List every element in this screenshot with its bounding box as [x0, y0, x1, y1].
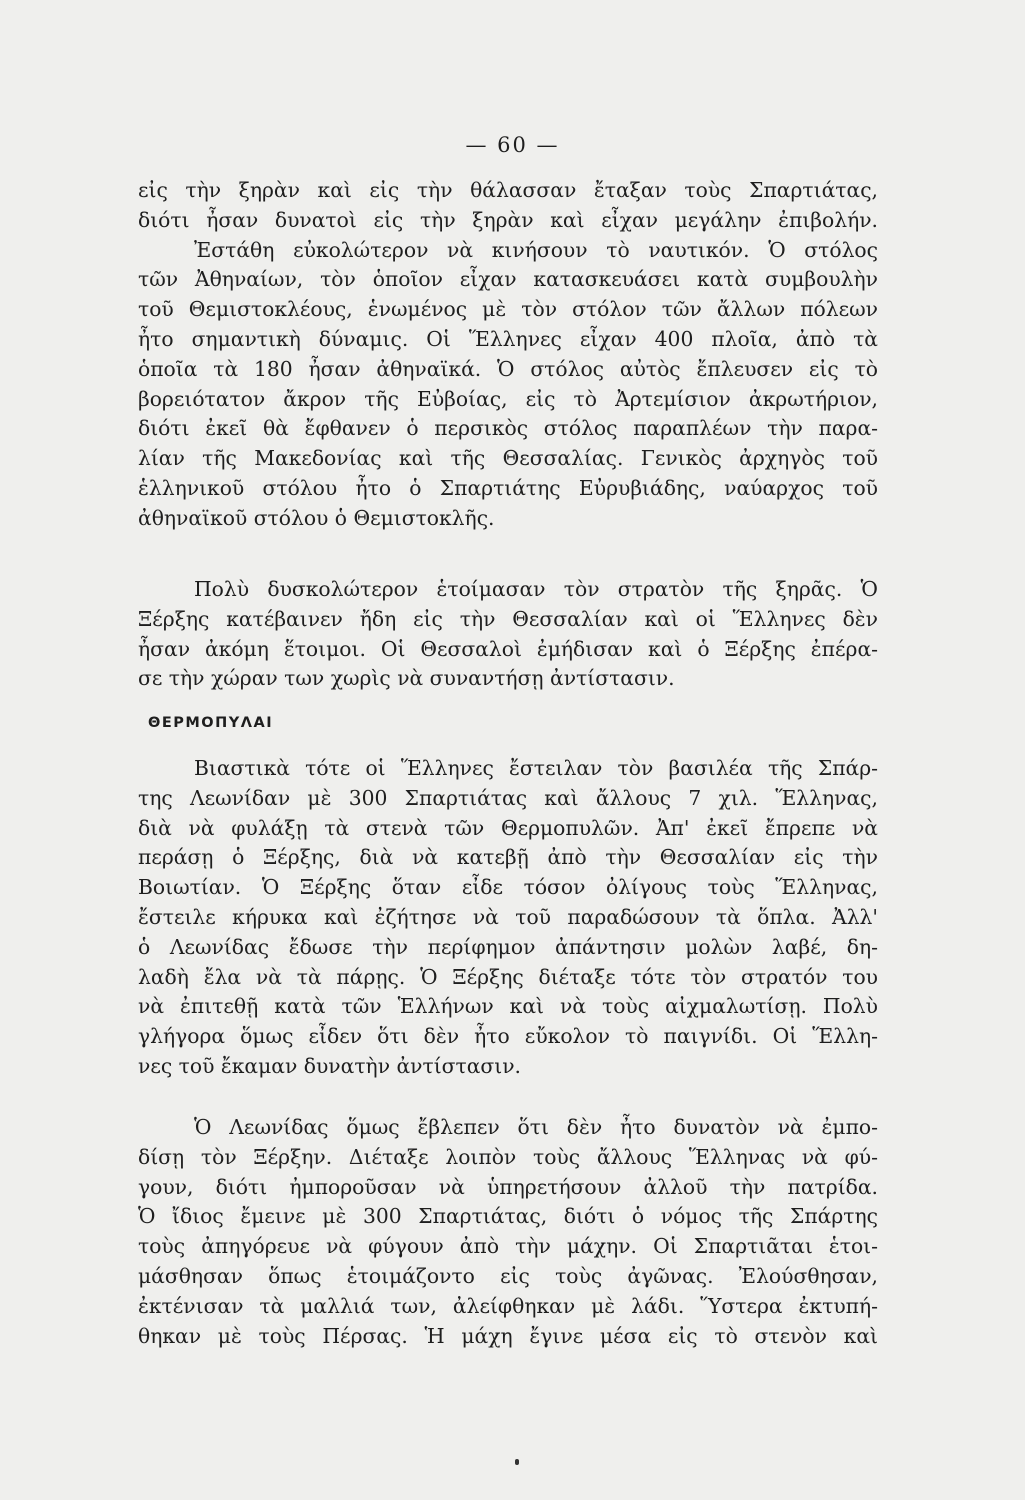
- text-line: ἦσαν ἀκόμη ἕτοιμοι. Οἱ Θεσσαλοὶ ἐμήδισαν καὶ ὁ Ξέρξης ἐπέρα-: [138, 636, 878, 661]
- text-line: Ὁ Λεωνίδας ὅμως ἔβλεπεν ὅτι δὲν ἦτο δυνατὸν νὰ ἐμπο-: [194, 1115, 878, 1139]
- paragraph-fleet: [138, 176, 878, 534]
- text-line: ἦτο σημαντικὴ δύναμις. Οἱ Ἕλληνες εἶχαν 400 πλοῖα, ἀπὸ τὰ: [138, 326, 878, 351]
- text-line: Βιαστικὰ τότε οἱ Ἕλληνες ἔστειλαν τὸν βασιλέα τῆς Σπάρ-: [194, 756, 878, 780]
- text-line: ἀθηναϊκοῦ στόλου ὁ Θεμιστοκλῆς.: [138, 505, 495, 530]
- paragraph-leonidas: [138, 754, 878, 1082]
- text-line: τοῦ Θεμιστοκλέους, ἑνωμένος μὲ τὸν στόλον τῶν ἄλλων πόλεων: [138, 297, 878, 322]
- paragraph-land-army: [138, 575, 878, 694]
- text-line: ὁ Λεωνίδας ἔδωσε τὴν περίφημον ἀπάντησιν μολὼν λαβέ, δη-: [138, 934, 878, 959]
- text-line: ἐκτένισαν τὰ μαλλιά των, ἀλείφθηκαν μὲ λάδι. Ὕστερα ἐκτυπή-: [138, 1293, 878, 1318]
- text-line: διὰ νὰ φυλάξῃ τὰ στενὰ τῶν Θερμοπυλῶν. Ἀπ' ἐκεῖ ἔπρεπε νὰ: [138, 815, 878, 840]
- text-line: λαδὴ ἔλα νὰ τὰ πάρῃς. Ὁ Ξέρξης διέταξε τότε τὸν στρατόν του: [138, 964, 878, 989]
- text-line: τοὺς ἀπηγόρευε νὰ φύγουν ἀπὸ τὴν μάχην. Οἱ Σπαρτιᾶται ἑτοι-: [138, 1234, 878, 1259]
- text-line: Ἐστάθη εὐκολώτερον νὰ κινήσουν τὸ ναυτικόν. Ὁ στόλος: [194, 237, 878, 262]
- text-line: θηκαν μὲ τοὺς Πέρσας. Ἡ μάχη ἔγινε μέσα εἰς τὸ στενὸν καὶ: [138, 1323, 878, 1348]
- text-line: βορειότατον ἄκρον τῆς Εὐβοίας, εἰς τὸ Ἀρτεμίσιον ἀκρωτήριον,: [138, 386, 878, 411]
- text-line: Ξέρξης κατέβαινεν ἤδη εἰς τὴν Θεσσαλίαν καὶ οἱ Ἕλληνες δὲν: [138, 606, 878, 631]
- text-line: διότι ἦσαν δυνατοὶ εἰς τὴν ξηρὰν καὶ εἶχαν μεγάλην ἐπιβολήν.: [138, 207, 878, 232]
- text-line: διότι ἐκεῖ θὰ ἔφθανεν ὁ περσικὸς στόλος παραπλέων τὴν παρα-: [138, 416, 878, 441]
- text-line: ἔστειλε κήρυκα καὶ ἐζήτησε νὰ τοῦ παραδώσουν τὰ ὅπλα. Ἀλλ': [138, 904, 878, 929]
- text-line: Βοιωτίαν. Ὁ Ξέρξης ὅταν εἶδε τόσον ὀλίγους τοὺς Ἕλληνας,: [138, 875, 878, 900]
- ink-speck: [515, 1459, 519, 1465]
- page-number: — 60 —: [465, 133, 560, 157]
- text-line: Ὁ ἴδιος ἔμεινε μὲ 300 Σπαρτιάτας, διότι ὁ νόμος τῆς Σπάρτης: [138, 1204, 878, 1229]
- text-line: Πολὺ δυσκολώτερον ἑτοίμασαν τὸν στρατὸν τῆς ξηρᾶς. Ὁ: [194, 577, 878, 601]
- text-line: γουν, διότι ἠμποροῦσαν νὰ ὑπηρετήσουν ἀλλοῦ τὴν πατρίδα.: [138, 1174, 878, 1199]
- text-line: ἑλληνικοῦ στόλου ἦτο ὁ Σπαρτιάτης Εὐρυβιάδης, ναύαρχος τοῦ: [138, 475, 878, 500]
- paragraph-spartans: [138, 1113, 878, 1351]
- text-line: ὁποῖα τὰ 180 ἦσαν ἀθηναϊκά. Ὁ στόλος αὐτὸς ἔπλευσεν εἰς τὸ: [138, 356, 878, 381]
- text-line: λίαν τῆς Μακεδονίας καὶ τῆς Θεσσαλίας. Γενικὸς ἀρχηγὸς τοῦ: [138, 446, 878, 471]
- text-line: γλήγορα ὅμως εἶδεν ὅτι δὲν ἦτο εὔκολον τὸ παιγνίδι. Οἱ Ἕλλη-: [138, 1024, 878, 1049]
- text-line: περάσῃ ὁ Ξέρξης, διὰ νὰ κατεβῇ ἀπὸ τὴν Θεσσαλίαν εἰς τὴν: [138, 845, 878, 870]
- text-line: εἰς τὴν ξηρὰν καὶ εἰς τὴν θάλασσαν ἔταξαν τοὺς Σπαρτιάτας,: [138, 178, 878, 202]
- text-line: τῶν Ἀθηναίων, τὸν ὁποῖον εἶχαν κατασκευάσει κατὰ συμβουλὴν: [138, 267, 878, 292]
- text-line: μάσθησαν ὅπως ἑτοιμάζοντο εἰς τοὺς ἀγῶνας. Ἐλούσθησαν,: [138, 1263, 878, 1288]
- text-line: σε τὴν χώραν των χωρὶς νὰ συναντήσῃ ἀντίστασιν.: [138, 666, 675, 691]
- text-line: νὰ ἐπιτεθῇ κατὰ τῶν Ἑλλήνων καὶ νὰ τοὺς αἰχμαλωτίσῃ. Πολὺ: [138, 994, 878, 1019]
- text-line: δίσῃ τὸν Ξέρξην. Διέταξε λοιπὸν τοὺς ἄλλους Ἕλληνας νὰ φύ-: [138, 1144, 878, 1169]
- text-line: νες τοῦ ἔκαμαν δυνατὴν ἀντίστασιν.: [138, 1053, 521, 1078]
- text-line: της Λεωνίδαν μὲ 300 Σπαρτιάτας καὶ ἄλλους 7 χιλ. Ἕλληνας,: [138, 785, 878, 810]
- section-heading: ΘΕΡΜΟΠΥΛΑΙ: [148, 715, 274, 731]
